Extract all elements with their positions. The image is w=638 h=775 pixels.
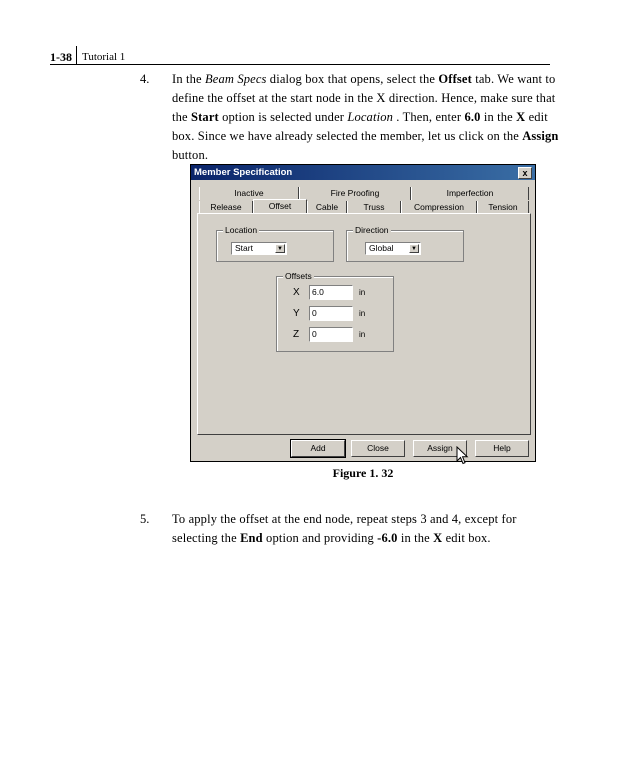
location-label: Location [225, 225, 258, 235]
step-text: In the Beam Specs dialog box that opens, select the Offset tab. We want to define the offset at the start node in the X direction. Hence, make sure that the Start option is selected under Location . Then, enter 6.0 in the X edit box. Since we have already selected the member, let us click on the Assign button. [172, 72, 559, 162]
chapter-title: Tutorial 1 [82, 51, 126, 63]
offsets-label: Offsets [285, 271, 312, 281]
z-unit: in [359, 330, 366, 339]
tab-truss[interactable]: Truss [347, 201, 401, 214]
close-button[interactable]: Close [351, 440, 405, 457]
x-label: X [293, 287, 300, 298]
y-label: Y [293, 308, 300, 319]
member-specification-dialog [190, 164, 536, 462]
chevron-down-icon[interactable]: ▼ [409, 244, 419, 253]
tab-release[interactable]: Release [199, 201, 253, 214]
location-select[interactable]: Start ▼ [231, 242, 287, 255]
z-label: Z [293, 329, 300, 340]
mouse-pointer-icon [456, 446, 470, 466]
figure-caption: Figure 1. 32 [332, 466, 394, 480]
header-rule [50, 64, 550, 65]
step-number: 5. [140, 512, 150, 526]
offsets-group [276, 271, 394, 352]
tab-cable[interactable]: Cable [307, 201, 347, 214]
tab-compression[interactable]: Compression [401, 201, 477, 214]
page-header [50, 50, 550, 64]
header-divider [76, 46, 77, 64]
help-button[interactable]: Help [475, 440, 529, 457]
close-icon[interactable]: x [518, 167, 532, 179]
dialog-title: Member Specification [194, 167, 293, 178]
assign-button[interactable]: Assign [413, 440, 467, 457]
tab-inactive[interactable]: Inactive [199, 187, 299, 200]
z-offset-field[interactable]: 0 [309, 327, 353, 342]
direction-select[interactable]: Global ▼ [365, 242, 421, 255]
x-unit: in [359, 288, 366, 297]
direction-group [346, 225, 464, 262]
chevron-down-icon[interactable]: ▼ [275, 244, 285, 253]
tab-offset[interactable]: Offset [253, 199, 307, 214]
step-text: To apply the offset at the end node, repeat steps 3 and 4, except for selecting the End option and providing -6.0 in the X edit box. [172, 512, 517, 545]
step-number: 4. [140, 72, 150, 86]
add-button[interactable]: Add [291, 440, 345, 457]
offset-tab-panel [197, 213, 531, 435]
direction-label: Direction [355, 225, 389, 235]
y-unit: in [359, 309, 366, 318]
page-number: 1-38 [50, 50, 72, 64]
tab-tension[interactable]: Tension [477, 201, 529, 214]
y-offset-field[interactable]: 0 [309, 306, 353, 321]
x-offset-field[interactable]: 6.0 [309, 285, 353, 300]
location-group [216, 225, 334, 262]
tab-fire-proofing[interactable]: Fire Proofing [299, 187, 411, 200]
dialog-titlebar [191, 165, 535, 180]
tab-imperfection[interactable]: Imperfection [411, 187, 529, 200]
